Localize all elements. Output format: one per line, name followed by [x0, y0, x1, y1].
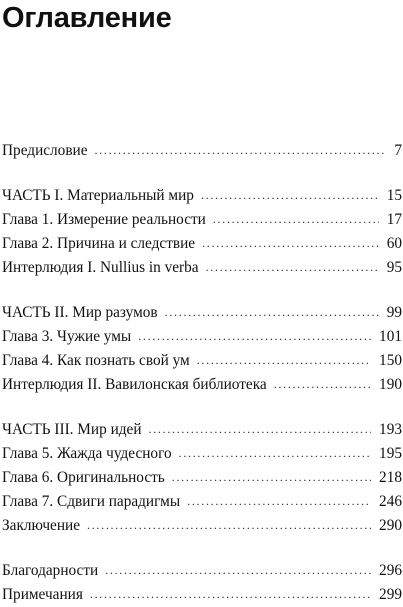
toc-leader-dots [179, 441, 371, 465]
toc-leader-dots [206, 255, 379, 279]
toc-entry-label: Глава 3. Чужие умы [2, 328, 132, 345]
toc-entry-label: Интерлюдия I. Nullius in verba [2, 259, 199, 276]
toc-leader-dots [87, 513, 371, 537]
toc-entry-chapter-7[interactable] [2, 490, 402, 514]
toc-leader-dots [213, 207, 379, 231]
toc-group-part-2 [2, 301, 402, 397]
toc-entry-page: 195 [379, 445, 402, 462]
toc-entry-page: 15 [386, 187, 402, 204]
toc-entry-label: Глава 1. Измерение реальности [2, 211, 206, 228]
toc-group-part-3 [2, 418, 402, 538]
toc-entry-page: 95 [386, 259, 402, 276]
toc-group-back-matter [2, 559, 402, 607]
toc-entry-label: ЧАСТЬ II. Мир разумов [2, 304, 158, 321]
page-title: Оглавление [2, 2, 172, 34]
toc-entry-chapter-3[interactable] [2, 325, 402, 349]
toc-entry-page: 246 [379, 493, 402, 510]
toc-entry-chapter-2[interactable] [2, 232, 402, 256]
toc-entry-page: 101 [379, 328, 402, 345]
toc-leader-dots [90, 582, 371, 606]
toc-group-preface [2, 139, 402, 163]
toc-leader-dots [138, 324, 371, 348]
toc-entry-chapter-1[interactable] [2, 208, 402, 232]
toc-entry-label: Благодарности [2, 562, 99, 579]
toc-entry-label: ЧАСТЬ III. Мир идей [2, 421, 142, 438]
toc-entry-label: Интерлюдия II. Вавилонская библиотека [2, 376, 267, 393]
toc-leader-dots [172, 465, 371, 489]
toc-entry-chapter-5[interactable] [2, 442, 402, 466]
toc-entry-notes[interactable] [2, 583, 402, 607]
toc-entry-page: 290 [379, 517, 402, 534]
toc-entry-preface[interactable] [2, 139, 402, 163]
toc-entry-part-3[interactable] [2, 418, 402, 442]
toc-entry-page: 218 [379, 469, 402, 486]
toc-leader-dots [274, 372, 371, 396]
toc-entry-label: Глава 5. Жажда чудесного [2, 445, 172, 462]
toc-entry-label: Глава 7. Сдвиги парадигмы [2, 493, 181, 510]
toc-leader-dots [187, 489, 371, 513]
toc-leader-dots [105, 558, 371, 582]
toc-entry-page: 193 [379, 421, 402, 438]
toc-entry-acknowledgements[interactable] [2, 559, 402, 583]
toc-entry-label: Глава 4. Как познать свой ум [2, 352, 190, 369]
toc-leader-dots [95, 138, 387, 162]
toc-group-part-1 [2, 184, 402, 280]
toc-leader-dots [201, 183, 379, 207]
toc-entry-interlude-2[interactable] [2, 373, 402, 397]
toc-entry-page: 60 [386, 235, 402, 252]
toc-entry-part-2[interactable] [2, 301, 402, 325]
toc-entry-label: Примечания [2, 586, 83, 603]
toc-entry-chapter-6[interactable] [2, 466, 402, 490]
toc-entry-label: ЧАСТЬ I. Материальный мир [2, 187, 194, 204]
toc-leader-dots [165, 300, 379, 324]
toc-entry-page: 17 [386, 211, 402, 228]
toc-entry-page: 150 [379, 352, 402, 369]
toc-leader-dots [202, 231, 379, 255]
toc-leader-dots [197, 348, 371, 372]
toc-entry-label: Глава 2. Причина и следствие [2, 235, 196, 252]
toc-entry-label: Глава 6. Оригинальность [2, 469, 165, 486]
toc-entry-label: Заключение [2, 517, 81, 534]
toc-entry-page: 190 [379, 376, 402, 393]
toc-leader-dots [149, 417, 372, 441]
toc-entry-chapter-4[interactable] [2, 349, 402, 373]
toc-entry-page: 7 [394, 142, 402, 159]
toc-entry-part-1[interactable] [2, 184, 402, 208]
toc-entry-interlude-1[interactable] [2, 256, 402, 280]
toc-entry-label: Предисловие [2, 142, 88, 159]
toc-entry-page: 99 [386, 304, 402, 321]
toc-entry-page: 299 [379, 586, 402, 603]
toc-entry-page: 296 [379, 562, 402, 579]
toc-entry-conclusion[interactable] [2, 514, 402, 538]
table-of-contents [2, 139, 402, 607]
